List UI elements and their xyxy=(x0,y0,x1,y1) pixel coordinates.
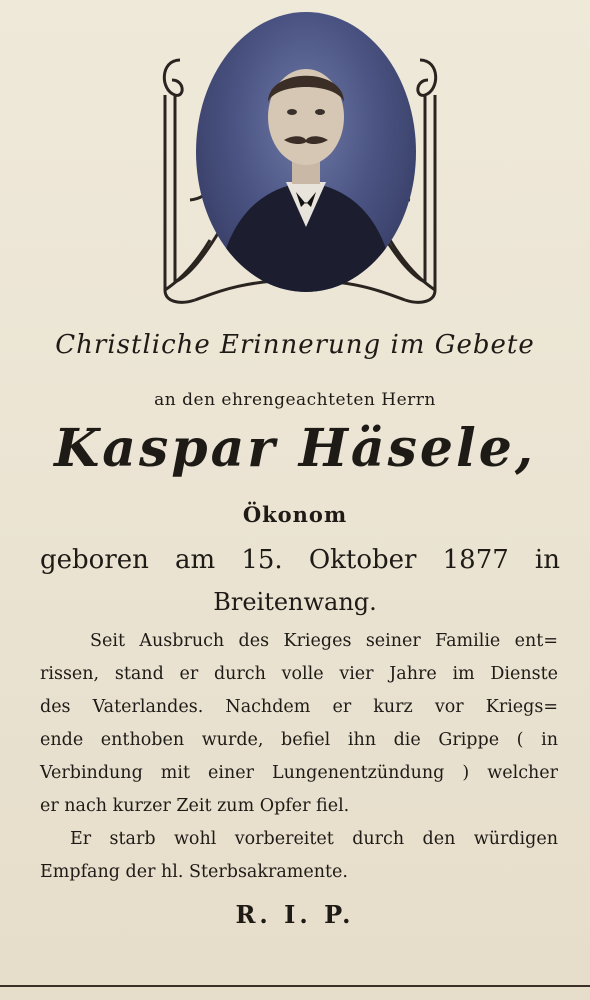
paragraph-line: ende enthoben wurde, befiel ihn die Grippe ( in xyxy=(40,730,558,750)
rip-closing: R. I. P. xyxy=(235,900,355,929)
paragraph-line: Seit Ausbruch des Krieges seiner Familie ent= xyxy=(90,631,558,651)
paragraph-line: Verbindung mit einer Lungenentzündung ) welcher xyxy=(40,763,558,783)
paragraph-line: Empfang der hl. Sterbsakramente. xyxy=(40,862,348,882)
paragraph-line: rissen, stand er durch volle vier Jahre im Dienste xyxy=(40,664,558,684)
birth-line: geboren am 15. Oktober 1877 in xyxy=(40,545,560,575)
death-paragraph xyxy=(40,823,558,889)
heading: Christliche Erinnerung im Gebete xyxy=(55,330,535,360)
paragraph-line: Er starb wohl vorbereitet durch den würdigen xyxy=(70,829,558,849)
paragraph-line: er nach kurzer Zeit zum Opfer fiel. xyxy=(40,796,350,816)
man-portrait-icon xyxy=(196,12,416,292)
dedication-line: an den ehrengeachteten Herrn xyxy=(154,390,436,410)
portrait-photo xyxy=(196,12,416,292)
occupation: Ökonom xyxy=(242,502,348,527)
deceased-name: Kaspar Häsele, xyxy=(54,418,536,479)
bottom-rule xyxy=(0,985,590,987)
paragraph-line: des Vaterlandes. Nachdem er kurz vor Kriegs= xyxy=(40,697,558,717)
birth-place: Breitenwang. xyxy=(213,588,377,616)
biography-paragraph xyxy=(40,625,558,823)
